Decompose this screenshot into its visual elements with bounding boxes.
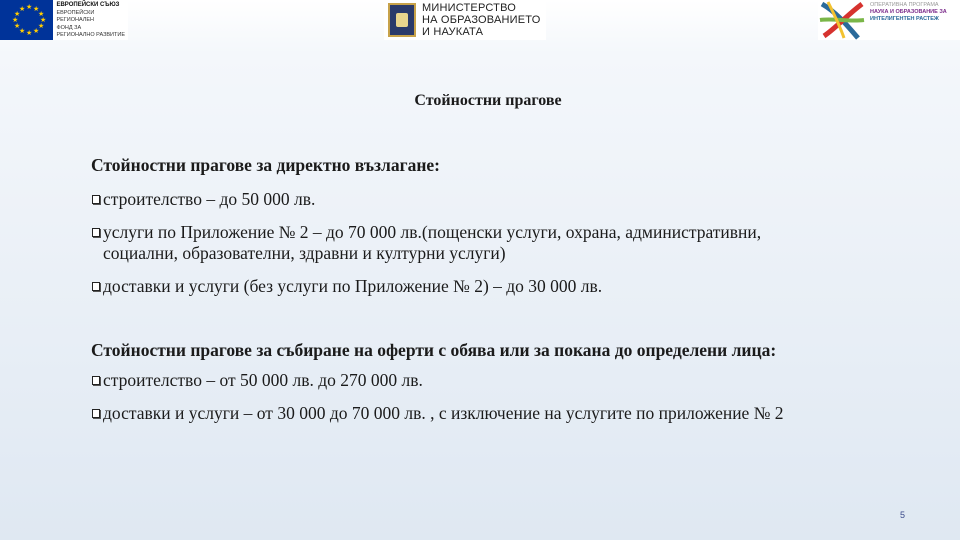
program-logo-line: НАУКА И ОБРАЗОВАНИЕ ЗА bbox=[870, 9, 947, 15]
program-logo bbox=[818, 0, 960, 40]
list-item bbox=[91, 222, 911, 264]
list-item bbox=[91, 403, 911, 424]
square-bullet-icon bbox=[92, 376, 100, 385]
ministry-logo bbox=[384, 0, 546, 40]
eu-logo-line: ЕВРОПЕЙСКИ СЪЮЗ bbox=[56, 2, 120, 8]
offers-section bbox=[91, 340, 911, 424]
square-bullet-icon bbox=[92, 228, 100, 237]
section-heading: Стойностни прагове за събиране на оферти с обява или за покана до определени лица: bbox=[91, 340, 777, 360]
bullet-text: социални, образователни, здравни и културни услуги) bbox=[103, 243, 506, 263]
list-item bbox=[91, 189, 911, 210]
list-item bbox=[91, 370, 911, 391]
bullet-text: строителство – от 50 000 лв. до 270 000 лв. bbox=[103, 370, 423, 390]
bullet-text: доставки и услуги – от 30 000 до 70 000 лв. , с изключение на услугите по приложение № 2 bbox=[103, 403, 784, 423]
bullet-text: строителство – до 50 000 лв. bbox=[103, 189, 316, 209]
square-bullet-icon bbox=[92, 282, 100, 291]
bullet-text: услуги по Приложение № 2 – до 70 000 лв.(пощенски услуги, охрана, административни, bbox=[103, 222, 762, 242]
section-heading: Стойностни прагове за директно възлагане: bbox=[91, 155, 441, 175]
list-item bbox=[91, 276, 911, 297]
ministry-logo-line: НА ОБРАЗОВАНИЕТО bbox=[422, 14, 541, 26]
ministry-logo-line: И НАУКАТА bbox=[422, 26, 484, 38]
program-logo-line: ИНТЕЛИГЕНТЕН РАСТЕЖ bbox=[870, 16, 939, 22]
eu-logo-line: РЕГИОНАЛЕН bbox=[56, 17, 95, 23]
page-number: 5 bbox=[899, 510, 905, 520]
eu-flag-icon: ★ ★ ★ ★ ★ ★ ★ ★ ★ ★ ★ ★ bbox=[0, 0, 53, 40]
ministry-logo-line: МИНИСТЕРСТВО bbox=[422, 2, 516, 14]
program-logo-line: ОПЕРАТИВНА ПРОГРАМА bbox=[870, 2, 939, 8]
ministry-emblem-icon bbox=[388, 3, 416, 37]
eu-logo-line: РЕГИОНАЛНО РАЗВИТИЕ bbox=[56, 32, 125, 38]
program-emblem-icon bbox=[818, 0, 868, 40]
eu-logo-line: ФОНД ЗА bbox=[56, 24, 82, 31]
direct-award-section bbox=[91, 155, 911, 297]
square-bullet-icon bbox=[92, 409, 100, 418]
slide-title: Стойностни прагове bbox=[414, 92, 562, 109]
eu-logo-line: ЕВРОПЕЙСКИ bbox=[56, 9, 95, 16]
eu-logo bbox=[0, 0, 128, 40]
bullet-text: доставки и услуги (без услуги по Приложение № 2) – до 30 000 лв. bbox=[103, 276, 603, 296]
square-bullet-icon bbox=[92, 195, 100, 204]
